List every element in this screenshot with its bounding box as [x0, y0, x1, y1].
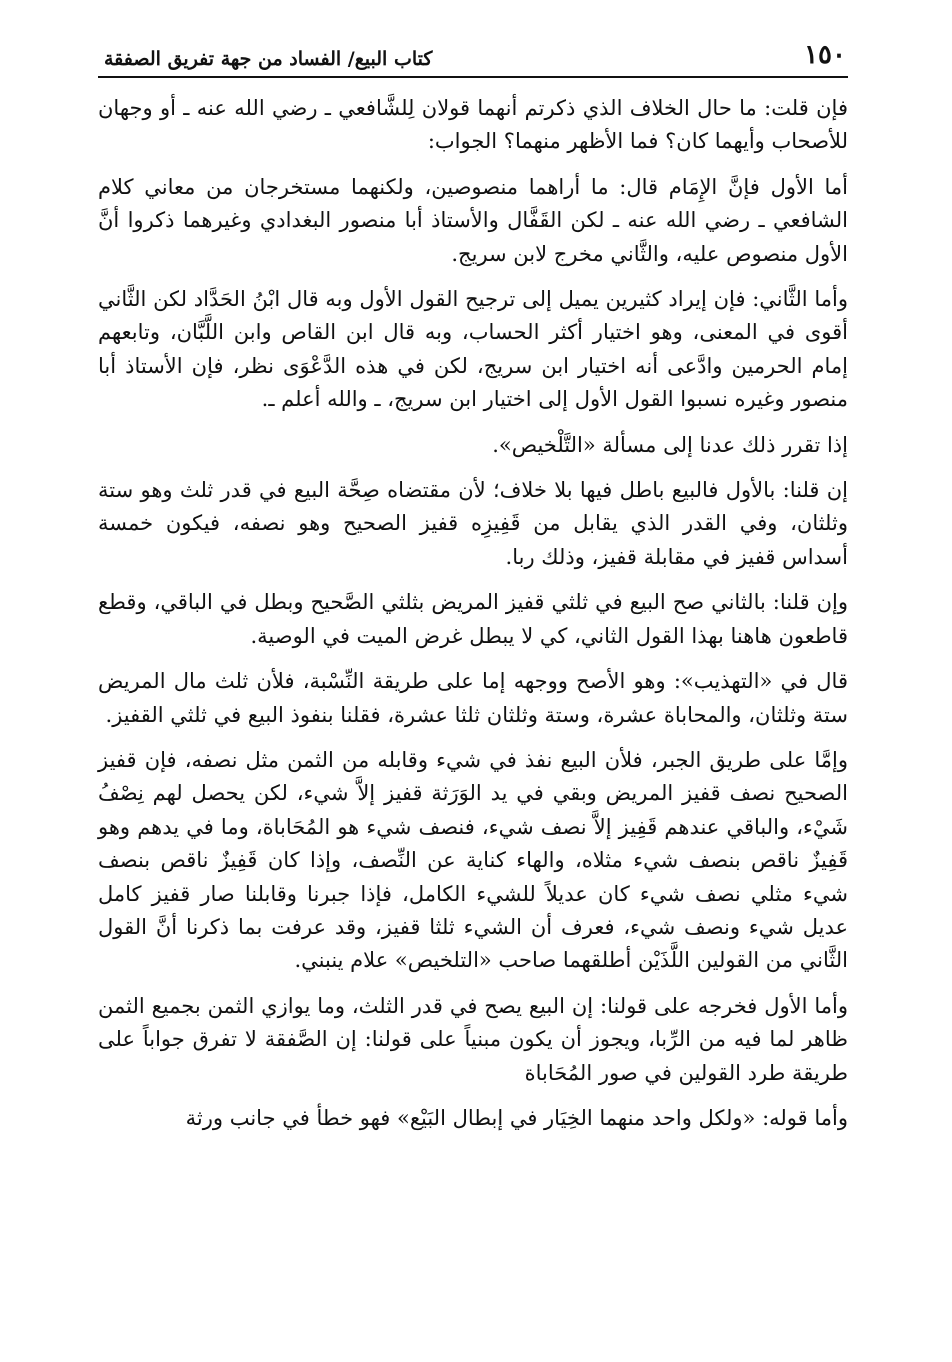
paragraph: وأما الأول فخرجه على قولنا: إن البيع يصح في قدر الثلث، وما يوازي الثمن بجميع الثمن ظاهر لما فيه من الرِّبا، ويجوز أن يكون مبنياً على قولنا: إن الصَّفقة لا تفرق جواباً على طريقة طرد القولين في صور المُحَاباة [98, 993, 848, 1085]
paragraph: وإمَّا على طريق الجبر، فلأن البيع نفذ في شيء وقابله من الثمن مثل نصفه، فإن قفيز الصحيح نصف قفيز المريض وبقي في يد الوَرَثة قفيز إلاَّ شيء، لكن يحصل لهم نِصْفُ شَيْء، والباقي عندهم قَفِيز إلاَّ نصف شيء، فنصف شيء هو المُحَاباة، وما في يدهم وهو قَفِيزٌ ناقص بنصف شيء مثلاه، والهاء كناية عن النِّصف، وإذا كان قَفِيزٌ ناقص بنصف شيء مثلي نصف شيء كان عديلاً للشيء الكامل، فإذا جبرنا وقابلنا صار قفيز كامل عديل شيء ونصف شيء، فعرف أن الشيء ثلثا قفيز، وقد عرفت بما ذكرنا أنَّ القول الثَّاني من القولين اللَّذَيْن أطلقهما صاحب «التلخيص» علام ينبني. [98, 747, 848, 973]
paragraph: وأما الثَّاني: فإن إيراد كثيرين يميل إلى ترجيح القول الأول وبه قال ابْنُ الحَدَّاد لكن الثَّاني أقوى في المعنى، وهو اختيار أكثر الحساب، وبه قال ابن القاص وابن اللَّبَّان، وتابعهم إمام الحرمين وادَّعى أنه اختيار ابن سريج، لكن في هذه الدَّعْوَى نظر، فإن الأستاذ أبا منصور وغيره نسبوا القول الأول إلى اختيار ابن سريج، ـ والله أعلم ـ. [98, 287, 848, 412]
running-title: كتاب البيع/ الفساد من جهة تفريق الصفقة [104, 48, 433, 70]
paragraph: وأما قوله: «ولكل واحد منهما الخِيَار في إبطال البَيْع» فهو خطأ في جانب ورثة [185, 1105, 848, 1130]
paragraph: إن قلنا: بالأول فالبيع باطل فيها بلا خلاف؛ لأن مقتضاه صِحَّة البيع في قدر ثلث وهو ستة وثلثان، وفي القدر الذي يقابل من قَفِيزِه قفيز الصحيح وهو نصفه، فيكون خمسة أسداس قفيز في مقابلة قفيز، وذلك ربا. [98, 478, 848, 569]
paragraph: وإن قلنا: بالثاني صح البيع في ثلثي قفيز المريض بثلثي الصَّحيح وبطل في الباقي، وقطع قاطعون هاهنا بهذا القول الثاني، كي لا يبطل غرض الميت في الوصية. [98, 590, 848, 648]
page-header [98, 36, 848, 76]
paragraph: أما الأول فإنَّ الإِمَام قال: ما أراهما منصوصين، ولكنهما مستخرجان من معاني كلام الشافعي ـ رضي الله عنه ـ لكن القَفَّال والأستاذ أبا منصور البغدادي وغيرهما ذكروا أنَّ الأول منصوص عليه، والثَّاني مخرج لابن سريج. [98, 174, 848, 266]
body-text [98, 92, 848, 1135]
paragraph: قال في «التهذيب»: وهو الأصح ووجهه إما على طريقة النِّسْبة، فلأن ثلث مال المريض ستة وثلثان، والمحاباة عشرة، وستة وثلثان ثلثا عشرة، فقلنا بنفوذ البيع في ثلثي القفيز. [98, 669, 848, 727]
page-number: ١٥٠ [804, 40, 846, 70]
header-rule [98, 76, 848, 78]
paragraph: فإن قلت: ما حال الخلاف الذي ذكرتم أنهما قولان لِلشَّافعي ـ رضي الله عنه ـ أو وجهان للأصحاب وأيهما كان؟ فما الأظهر منهما؟ الجواب: [98, 96, 848, 154]
paragraph: إذا تقرر ذلك عدنا إلى مسألة «التَّلْخيص». [492, 432, 848, 457]
